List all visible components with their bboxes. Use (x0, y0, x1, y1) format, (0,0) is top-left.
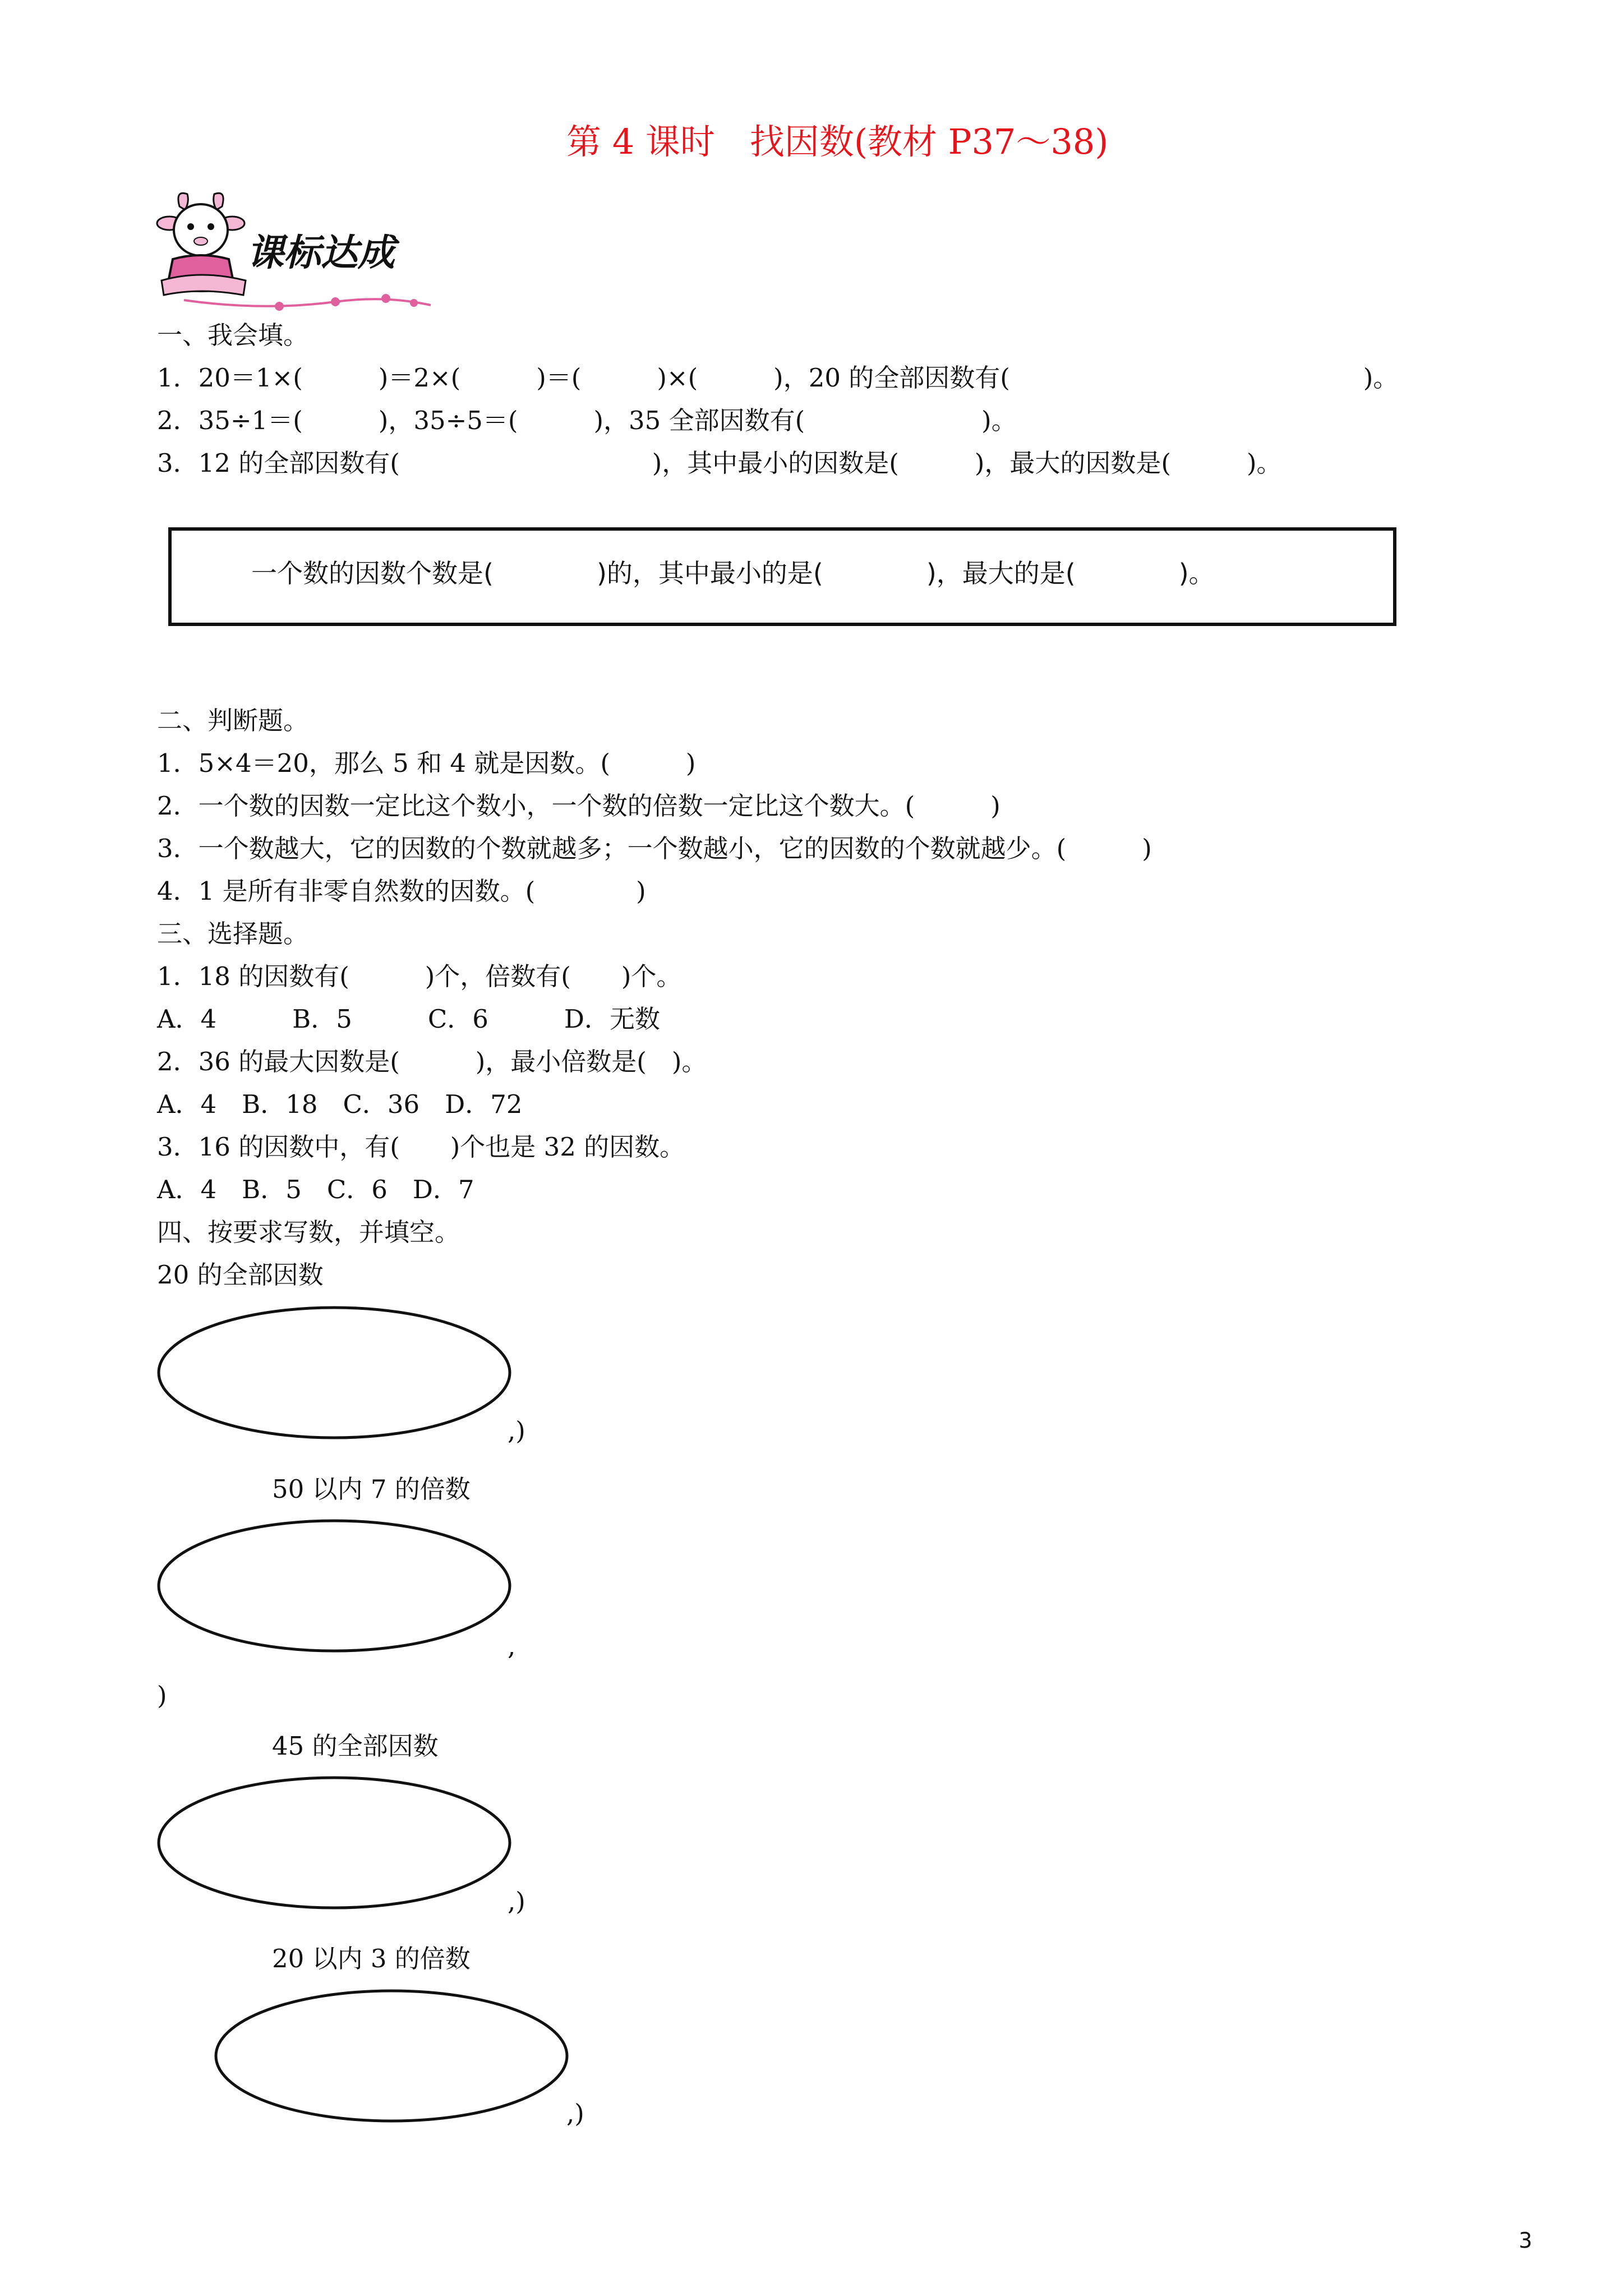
summary-text: 一个数的因数个数是( )的，其中最小的是( )，最大的是( )。 (251, 558, 1215, 588)
answer-oval-3 (155, 1773, 514, 1913)
oval-1-tail: ,) (508, 1416, 525, 1446)
oval-4-label: 20 以内 3 的倍数 (272, 1944, 471, 1973)
choice-question-1: 1．18 的因数有( )个，倍数有( )个。 (157, 961, 682, 991)
answer-oval-1 (155, 1303, 514, 1443)
fill-question-3: 3．12 的全部因数有( )，其中最小的因数是( )，最大的因数是( )。 (157, 448, 1282, 478)
badge-label: 课标达成 (247, 231, 395, 274)
answer-oval-2 (155, 1516, 514, 1656)
oval-1-label: 20 的全部因数 (157, 1260, 324, 1290)
choice-question-3: 3．16 的因数中，有( )个也是 32 的因数。 (157, 1132, 685, 1162)
oval-4-tail: ,) (566, 2099, 584, 2128)
oval-2-label: 50 以内 7 的倍数 (272, 1474, 471, 1504)
section-2-heading: 二、判断题。 (157, 706, 309, 735)
choice-options-2: A．4 B．18 C．36 D．72 (157, 1089, 523, 1119)
section-4-heading: 四、按要求写数，并填空。 (157, 1217, 460, 1247)
oval-3-label: 45 的全部因数 (272, 1731, 439, 1761)
section-badge (150, 185, 442, 314)
answer-oval-4 (212, 1986, 571, 2126)
fill-question-2: 2．35÷1＝( )，35÷5＝( )，35 全部因数有( )。 (157, 406, 1017, 435)
fill-question-1: 1．20＝1×( )＝2×( )＝( )×( )，20 的全部因数有( )。 (157, 363, 1399, 393)
summary-box (168, 527, 1396, 626)
oval-2-tail: , (508, 1631, 516, 1661)
choice-options-1: A．4 B．5 C．6 D．无数 (157, 1004, 660, 1034)
lesson-title: 第 4 课时 找因数(教材 P37～38) (566, 121, 1109, 162)
judge-question-4: 4．1 是所有非零自然数的因数。( ) (157, 876, 646, 906)
oval-2-tail-close: ) (157, 1681, 167, 1710)
page-number: 3 (1519, 2228, 1533, 2253)
choice-options-3: A．4 B．5 C．6 D．7 (157, 1175, 474, 1204)
judge-question-2: 2．一个数的因数一定比这个数小，一个数的倍数一定比这个数大。( ) (157, 791, 1000, 821)
section-3-heading: 三、选择题。 (157, 919, 309, 949)
oval-3-tail: ,) (508, 1887, 525, 1916)
choice-question-2: 2．36 的最大因数是( )，最小倍数是( )。 (157, 1047, 707, 1076)
section-1-heading: 一、我会填。 (157, 320, 309, 350)
judge-question-3: 3．一个数越大，它的因数的个数就越多；一个数越小，它的因数的个数就越少。( ) (157, 834, 1152, 863)
judge-question-1: 1．5×4＝20，那么 5 和 4 就是因数。( ) (157, 748, 696, 778)
